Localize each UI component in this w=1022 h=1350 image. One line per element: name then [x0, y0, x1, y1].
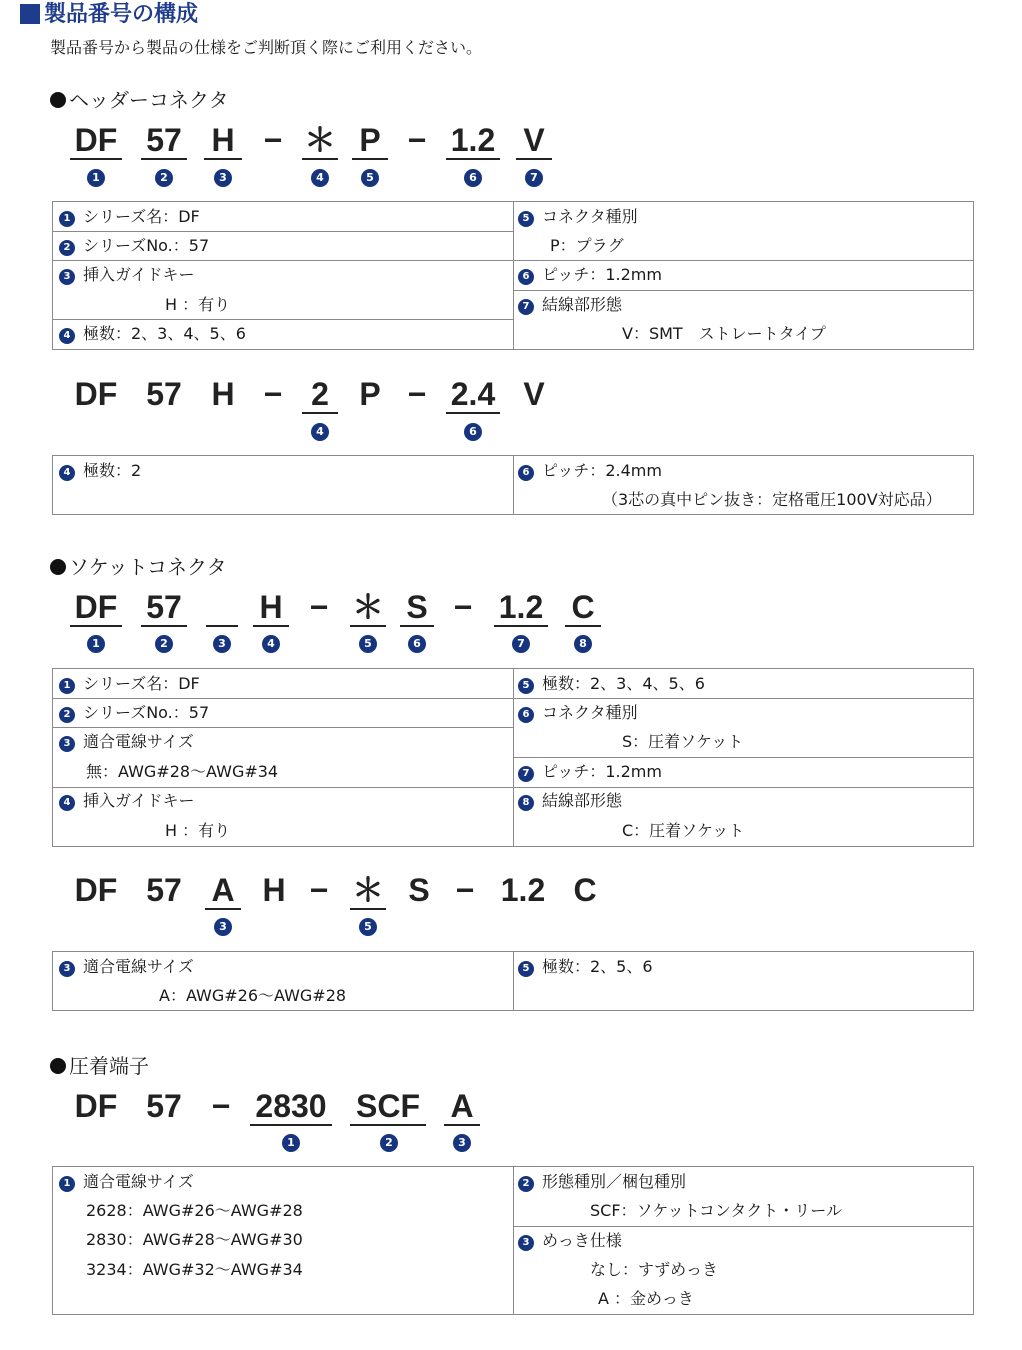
socket-variant-table	[52, 951, 974, 1011]
spec-value: なし：すずめっき	[590, 1260, 719, 1279]
code-seg-guide: H	[253, 589, 289, 627]
spec-left-column	[53, 952, 513, 1010]
code-seg-type: P	[352, 122, 388, 160]
spec-value: A ：金めっき	[598, 1289, 694, 1308]
row-divider	[514, 290, 973, 291]
row-divider	[53, 787, 513, 788]
code-seg-guide: H	[262, 872, 286, 908]
bullet-icon	[50, 92, 66, 108]
spec-row: 3 挿入ガイドキー	[59, 265, 195, 285]
code-seg-dash: −	[453, 589, 473, 625]
code-seg-dash: −	[263, 122, 283, 158]
code-seg-number: 57	[146, 376, 182, 412]
code-seg-series: DF	[74, 376, 118, 412]
bullet-icon	[50, 1058, 66, 1074]
number-badge: 4	[311, 169, 329, 187]
crimp-section-heading: 圧着端子	[50, 1054, 149, 1078]
spec-right-column	[513, 456, 973, 514]
code-seg-guide: H	[204, 122, 242, 160]
number-badge: 2	[380, 1134, 398, 1152]
crimp-spec-table	[52, 1166, 974, 1315]
bullet-icon	[50, 559, 66, 575]
code-seg-pitch: 1.2	[500, 872, 546, 908]
number-badge: 8	[574, 635, 592, 653]
row-divider	[53, 698, 513, 699]
page-title: 製品番号の構成	[20, 0, 198, 30]
code-seg-dash: −	[407, 122, 427, 158]
number-badge: 1	[87, 635, 105, 653]
number-badge: 7	[512, 635, 530, 653]
spec-row: 3 めっき仕様	[518, 1231, 622, 1251]
socket-variant-code-row	[0, 872, 1022, 916]
intro-text: 製品番号から製品の仕様をご判断頂く際にご利用ください。	[50, 38, 483, 57]
code-seg-number: 57	[141, 589, 187, 627]
spec-value: H ：有り	[165, 821, 231, 840]
number-badge: 5	[359, 918, 377, 936]
code-seg-wire: A	[205, 872, 241, 910]
spec-row: 1 シリーズ名：DF	[59, 207, 200, 227]
code-seg-dash: −	[211, 1088, 231, 1124]
spec-row: 7 結線部形態	[518, 295, 622, 315]
code-seg-pitch: 2.4	[446, 376, 500, 414]
code-seg-number: 57	[141, 122, 187, 160]
spec-row: 4 極数：2	[59, 461, 141, 481]
spec-row: 8 結線部形態	[518, 791, 622, 811]
code-seg-termination: C	[565, 589, 601, 627]
spec-row: 6 ピッチ：1.2mm	[518, 265, 662, 285]
header-variant-table	[52, 455, 974, 515]
spec-left-column	[53, 202, 513, 349]
code-seg-series: DF	[74, 1088, 118, 1124]
spec-row: 4 極数：2、3、4、5、6	[59, 324, 246, 344]
spec-row: 5 極数：2、5、6	[518, 957, 653, 977]
spec-left-column	[53, 456, 513, 514]
header-variant-code-row	[0, 376, 1022, 420]
code-seg-poles: ＊	[303, 122, 336, 158]
title-square-icon	[20, 4, 40, 24]
spec-row: 3 適合電線サイズ	[59, 957, 194, 977]
number-badge: 2	[155, 169, 173, 187]
row-divider	[514, 260, 973, 261]
spec-value: C：圧着ソケット	[622, 821, 745, 840]
socket-section-heading: ソケットコネクタ	[50, 555, 227, 579]
number-badge: 4	[311, 423, 329, 441]
code-seg-pitch: 1.2	[494, 589, 548, 627]
spec-row: 2 シリーズNo.：57	[59, 236, 209, 256]
spec-value: V：SMT ストレートタイプ	[622, 324, 826, 343]
spec-left-column	[53, 1167, 513, 1314]
spec-row: 5 極数：2、3、4、5、6	[518, 674, 705, 694]
spec-row: 6 ピッチ：2.4mm	[518, 461, 662, 481]
code-seg-dash: −	[263, 376, 283, 412]
spec-left-column	[53, 669, 513, 846]
number-badge: 6	[408, 635, 426, 653]
code-seg-dash: −	[407, 376, 427, 412]
code-seg-termination: V	[516, 122, 552, 160]
spec-value: （3芯の真中ピン抜き：定格電圧100V対応品）	[602, 490, 942, 509]
spec-row: 2 形態種別／梱包種別	[518, 1172, 686, 1192]
code-seg-poles: 2	[302, 376, 338, 414]
code-seg-pitch: 1.2	[446, 122, 500, 160]
number-badge: 5	[361, 169, 379, 187]
spec-value: S：圧着ソケット	[622, 732, 744, 751]
row-divider	[514, 757, 973, 758]
code-seg-type: S	[408, 872, 430, 908]
socket-spec-table	[52, 668, 974, 847]
number-badge: 3	[214, 918, 232, 936]
row-divider	[514, 1226, 973, 1227]
code-seg-number: 57	[146, 1088, 182, 1124]
number-badge: 5	[359, 635, 377, 653]
spec-value: 2628：AWG#26〜AWG#28	[86, 1201, 303, 1220]
code-seg-dash: −	[455, 872, 475, 908]
code-seg-poles: ＊	[351, 872, 384, 908]
row-divider	[53, 231, 513, 232]
code-seg-series: DF	[70, 122, 122, 160]
spec-row: 1 適合電線サイズ	[59, 1172, 194, 1192]
code-seg-poles: ＊	[351, 589, 384, 625]
row-divider	[514, 787, 973, 788]
code-seg-series: DF	[74, 872, 118, 908]
spec-value: P：プラグ	[550, 236, 624, 255]
number-badge: 4	[262, 635, 280, 653]
spec-value: 無：AWG#28〜AWG#34	[86, 762, 279, 781]
number-badge: 1	[282, 1134, 300, 1152]
code-seg-dash: −	[309, 872, 329, 908]
row-divider	[53, 260, 513, 261]
code-seg-form: SCF	[350, 1088, 426, 1126]
spec-right-column	[513, 669, 973, 846]
spec-right-column	[513, 952, 973, 1010]
code-seg-number: 57	[146, 872, 182, 908]
spec-row: 1 シリーズ名：DF	[59, 674, 200, 694]
spec-right-column	[513, 1167, 973, 1314]
code-seg-guide: H	[211, 376, 235, 412]
code-seg-type: P	[359, 376, 381, 412]
code-seg-wire-size: 2830	[250, 1088, 332, 1126]
number-badge: 6	[464, 423, 482, 441]
spec-row: 7 ピッチ：1.2mm	[518, 762, 662, 782]
crimp-code-row	[0, 1088, 1022, 1132]
spec-value: 3234：AWG#32〜AWG#34	[86, 1260, 303, 1279]
header-code-row	[0, 122, 1022, 166]
spec-value: SCF：ソケットコンタクト・リール	[590, 1201, 842, 1220]
spec-row: 6 コネクタ種別	[518, 703, 638, 723]
spec-row: 5 コネクタ種別	[518, 207, 638, 227]
code-seg-series: DF	[70, 589, 122, 627]
number-badge: 3	[453, 1134, 471, 1152]
code-seg-termination: C	[573, 872, 597, 908]
code-seg-plating: A	[444, 1088, 480, 1126]
spec-value: H ：有り	[165, 295, 231, 314]
number-badge: 1	[87, 169, 105, 187]
code-seg-type: S	[400, 589, 434, 627]
number-badge: 3	[213, 635, 231, 653]
header-section-heading: ヘッダーコネクタ	[50, 88, 229, 112]
number-badge: 3	[214, 169, 232, 187]
spec-row: 3 適合電線サイズ	[59, 732, 194, 752]
row-divider	[53, 319, 513, 320]
header-spec-table	[52, 201, 974, 350]
code-seg-dash: −	[309, 589, 329, 625]
row-divider	[53, 727, 513, 728]
number-badge: 6	[464, 169, 482, 187]
code-seg-wire-blank	[206, 589, 238, 627]
spec-row: 4 挿入ガイドキー	[59, 791, 195, 811]
socket-code-row	[0, 589, 1022, 633]
spec-right-column	[513, 202, 973, 349]
spec-row: 2 シリーズNo.：57	[59, 703, 209, 723]
number-badge: 2	[155, 635, 173, 653]
spec-value: A：AWG#26〜AWG#28	[159, 986, 347, 1005]
spec-value: 2830：AWG#28〜AWG#30	[86, 1230, 303, 1249]
number-badge: 7	[525, 169, 543, 187]
code-seg-termination: V	[523, 376, 545, 412]
row-divider	[514, 698, 973, 699]
